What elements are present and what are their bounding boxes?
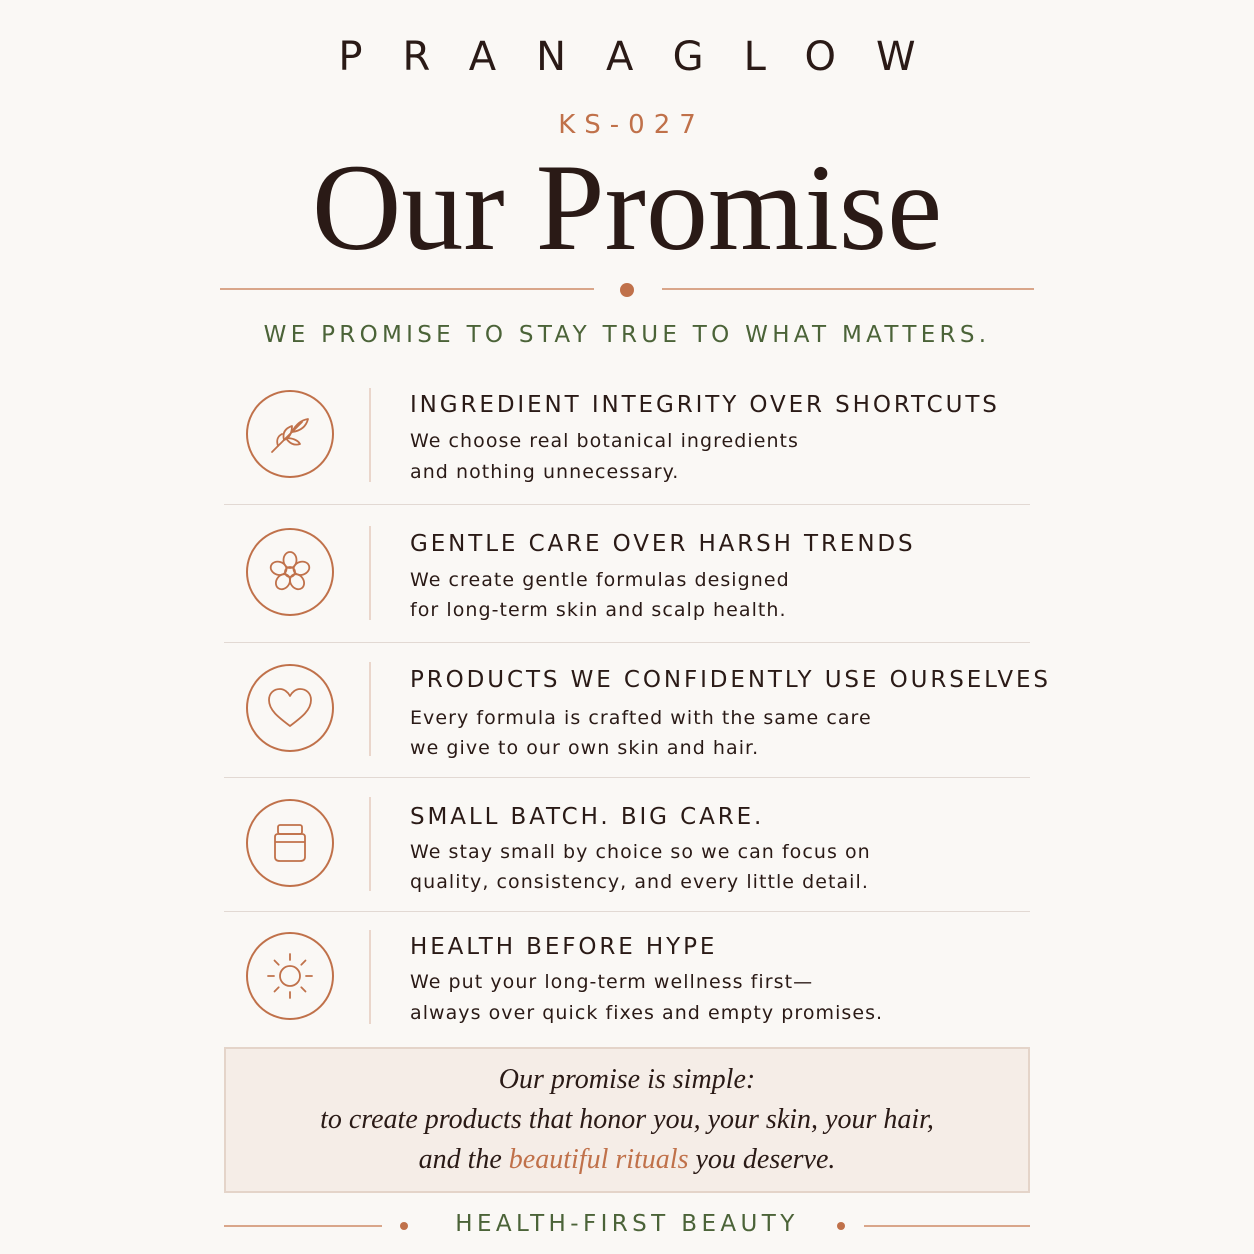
item-description-line: and nothing unnecessary. (410, 461, 680, 483)
divider-line-left (220, 288, 594, 290)
divider-line-right (662, 288, 1034, 290)
promise-statement-box (224, 1047, 1030, 1193)
row-divider (224, 642, 1030, 643)
item-title: INGREDIENT INTEGRITY OVER SHORTCUTS (410, 392, 1000, 418)
item-description-line: we give to our own skin and hair. (410, 737, 760, 759)
promise-line: to create products that honor you, your skin, your hair, (320, 1104, 934, 1135)
item-description-line: We create gentle formulas designed (410, 569, 790, 591)
item-title: HEALTH BEFORE HYPE (410, 934, 718, 960)
leaf-branch-icon (246, 390, 334, 478)
heart-icon (246, 664, 334, 752)
item-separator (369, 662, 371, 756)
row-divider (224, 911, 1030, 912)
sun-icon (246, 932, 334, 1020)
promise-accent-text: beautiful rituals (508, 1144, 689, 1175)
row-divider (224, 504, 1030, 505)
item-description-line: We put your long-term wellness first— (410, 971, 814, 993)
flower-icon (246, 528, 334, 616)
row-divider (224, 777, 1030, 778)
item-description-line: We choose real botanical ingredients (410, 430, 800, 452)
brand-logo-text: PRANAGLOW (338, 34, 956, 80)
product-code: KS-027 (558, 110, 705, 140)
item-description-line: Every formula is crafted with the same care (410, 707, 872, 729)
item-separator (369, 797, 371, 891)
promise-line-end: you deserve. (695, 1144, 836, 1175)
item-description-line: We stay small by choice so we can focus on (410, 841, 871, 863)
promise-line: Our promise is simple: (498, 1064, 756, 1095)
footer-text: HEALTH-FIRST BEAUTY (455, 1211, 799, 1237)
jar-icon (246, 799, 334, 887)
item-separator (369, 930, 371, 1024)
item-title: PRODUCTS WE CONFIDENTLY USE OURSELVES (410, 667, 1051, 693)
item-description-line: quality, consistency, and every little detail. (410, 871, 869, 893)
item-description-line: always over quick fixes and empty promises. (410, 1002, 884, 1024)
item-separator (369, 388, 371, 482)
promise-line-start: and the (418, 1144, 502, 1175)
divider-dot (620, 283, 634, 297)
item-description-line: for long-term skin and scalp health. (410, 599, 787, 621)
page-title: Our Promise (311, 139, 943, 276)
item-separator (369, 526, 371, 620)
promise-line (226, 1144, 1028, 1176)
item-title: GENTLE CARE OVER HARSH TRENDS (410, 531, 916, 557)
item-title: SMALL BATCH. BIG CARE. (410, 804, 765, 830)
tagline: WE PROMISE TO STAY TRUE TO WHAT MATTERS. (263, 322, 991, 348)
